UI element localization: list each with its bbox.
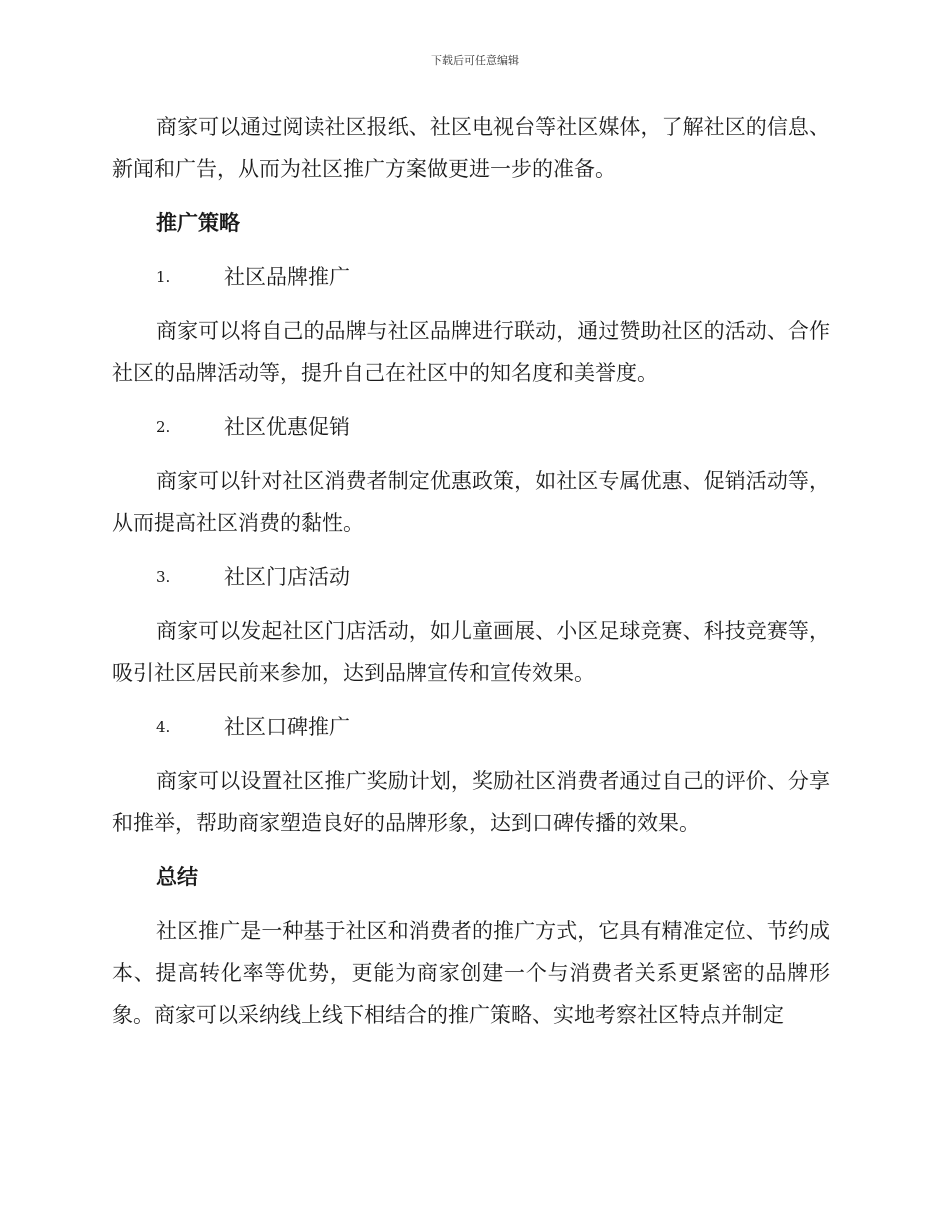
item-number: 3. — [156, 568, 171, 586]
item-title: 社区优惠促销 — [224, 415, 350, 439]
item-paragraph: 商家可以针对社区消费者制定优惠政策，如社区专属优惠、促销活动等，从而提高社区消费的黏性。 — [112, 469, 830, 535]
item-paragraph: 商家可以发起社区门店活动，如儿童画展、小区足球竞赛、科技竞赛等，吸引社区居民前来参加，达到品牌宣传和宣传效果。 — [112, 619, 830, 685]
list-item — [112, 406, 830, 448]
item-paragraph: 商家可以设置社区推广奖励计划，奖励社区消费者通过自己的评价、分享和推举，帮助商家塑造良好的品牌形象，达到口碑传播的效果。 — [112, 769, 830, 835]
item-number: 2. — [156, 418, 171, 436]
item-number: 4. — [156, 718, 171, 736]
list-item — [112, 256, 830, 298]
page-header: 下载后可任意编辑 — [431, 54, 519, 67]
list-item — [112, 556, 830, 598]
strategy-heading: 推广策略 — [156, 210, 240, 235]
list-item — [112, 706, 830, 748]
item-title: 社区品牌推广 — [224, 265, 350, 289]
summary-paragraph: 社区推广是一种基于社区和消费者的推广方式，它具有精准定位、节约成本、提高转化率等优势，更能为商家创建一个与消费者关系更紧密的品牌形象。商家可以采纳线上线下相结合的推广策略、实地考察社区特点并制定 — [112, 919, 830, 1027]
item-paragraph: 商家可以将自己的品牌与社区品牌进行联动，通过赞助社区的活动、合作社区的品牌活动等，提升自己在社区中的知名度和美誉度。 — [112, 319, 830, 385]
document-body — [112, 106, 830, 1048]
item-title: 社区口碑推广 — [224, 715, 350, 739]
intro-paragraph: 商家可以通过阅读社区报纸、社区电视台等社区媒体，了解社区的信息、新闻和广告，从而为社区推广方案做更进一步的准备。 — [112, 115, 830, 181]
item-number: 1. — [156, 268, 171, 286]
summary-heading: 总结 — [156, 864, 198, 889]
item-title: 社区门店活动 — [224, 565, 350, 589]
